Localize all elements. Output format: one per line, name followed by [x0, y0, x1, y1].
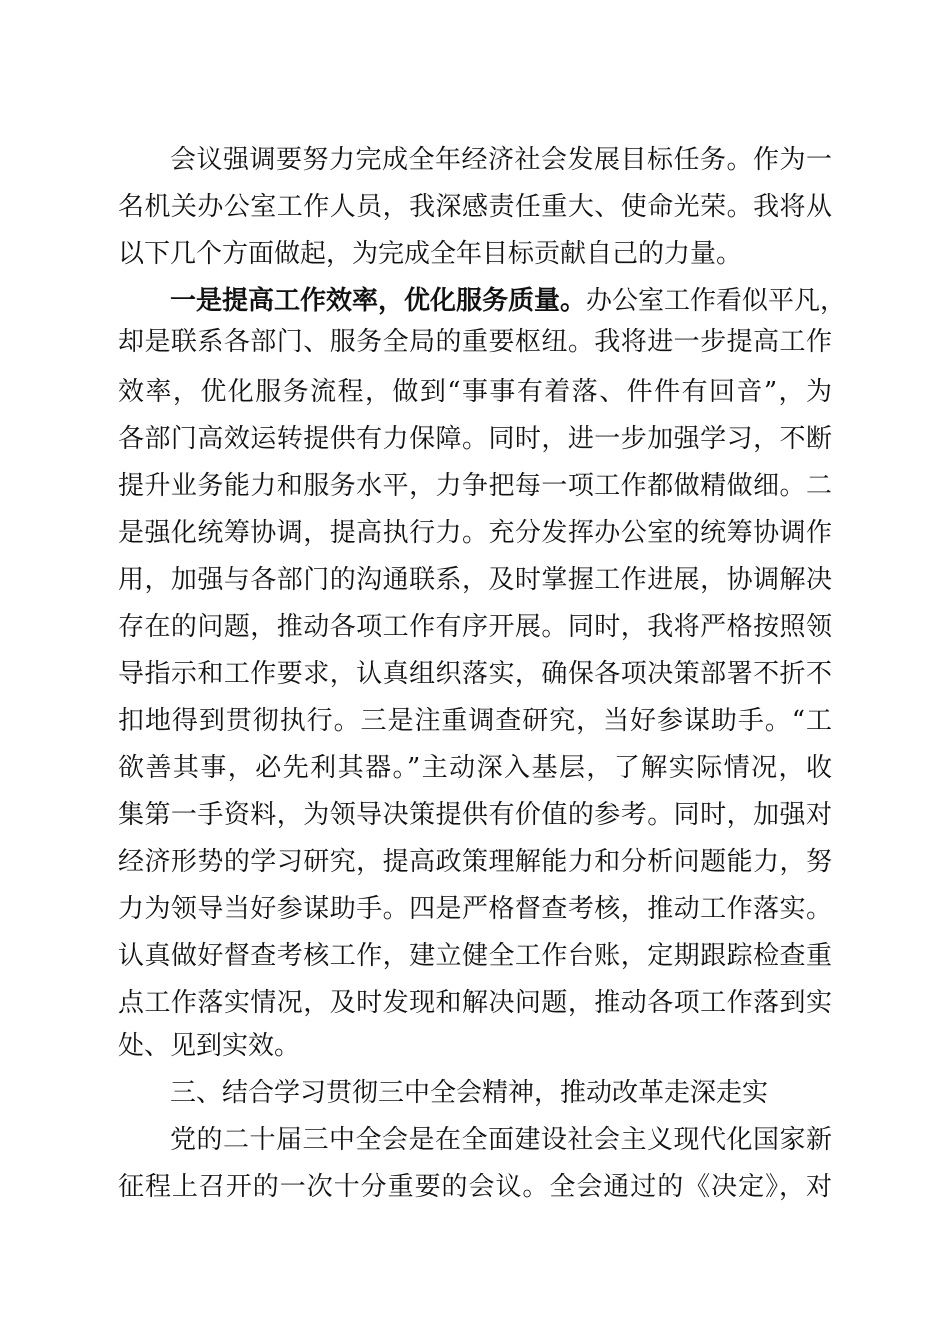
paragraph-2-line: 效率，优化服务流程，做到“事事有着落、件件有回音”，为: [118, 377, 832, 407]
paragraph-2-line: 提升业务能力和服务水平，力争把每一项工作都做精做细。二: [118, 471, 832, 501]
paragraph-2-line: 存在的问题，推动各项工作有序开展。同时，我将严格按照领: [118, 612, 832, 642]
paragraph-2-line: 集第一手资料，为领导决策提供有价值的参考。同时，加强对: [118, 800, 832, 830]
paragraph-2-line-1: [170, 281, 847, 321]
paragraph-2-line: 力为领导当好参谋助手。四是严格督查考核，推动工作落实。: [118, 894, 832, 924]
paragraph-2-line: 却是联系各部门、服务全局的重要枢纽。我将进一步提高工作: [118, 327, 832, 357]
paragraph-2-line: 处、见到实效。: [118, 1031, 301, 1061]
paragraph-2-line: 认真做好督查考核工作，建立健全工作台账，定期跟踪检查重: [118, 941, 832, 971]
paragraph-2-line: 欲善其事，必先利其器。”主动深入基层，了解实际情况，收: [118, 753, 832, 783]
paragraph-2-lead-bold: 一是提高工作效率，优化服务质量。: [170, 286, 587, 316]
paragraph-2-lead-rest: 办公室工作看似平凡，: [586, 286, 847, 316]
paragraph-2-line: 是强化统筹协调，提高执行力。充分发挥办公室的统筹协调作: [118, 518, 832, 548]
paragraph-2-line: 点工作落实情况，及时发现和解决问题，推动各项工作落到实: [118, 988, 832, 1018]
paragraph-1-line-2: 名机关办公室工作人员，我深感责任重大、使命光荣。我将从: [118, 192, 832, 222]
section-heading: 三、结合学习贯彻三中全会精神，推动改革走深走实: [170, 1078, 769, 1108]
paragraph-2-line: 各部门高效运转提供有力保障。同时，进一步加强学习，不断: [118, 424, 832, 454]
paragraph-2-line: 经济形势的学习研究，提高政策理解能力和分析问题能力，努: [118, 847, 832, 877]
paragraph-2-line: 导指示和工作要求，认真组织落实，确保各项决策部署不折不: [118, 659, 832, 689]
paragraph-2-line: 扣地得到贯彻执行。三是注重调查研究，当好参谋助手。“工: [118, 706, 832, 736]
paragraph-1-line-3: 以下几个方面做起，为完成全年目标贡献自己的力量。: [118, 239, 743, 269]
paragraph-2-line: 用，加强与各部门的沟通联系，及时掌握工作进展，协调解决: [118, 565, 832, 595]
paragraph-3-line-2: 征程上召开的一次十分重要的会议。全会通过的《决定》，对: [118, 1172, 832, 1202]
paragraph-1-line-1: 会议强调要努力完成全年经济社会发展目标任务。作为一: [170, 145, 832, 175]
paragraph-3-line-1: 党的二十届三中全会是在全面建设社会主义现代化国家新: [170, 1125, 832, 1155]
